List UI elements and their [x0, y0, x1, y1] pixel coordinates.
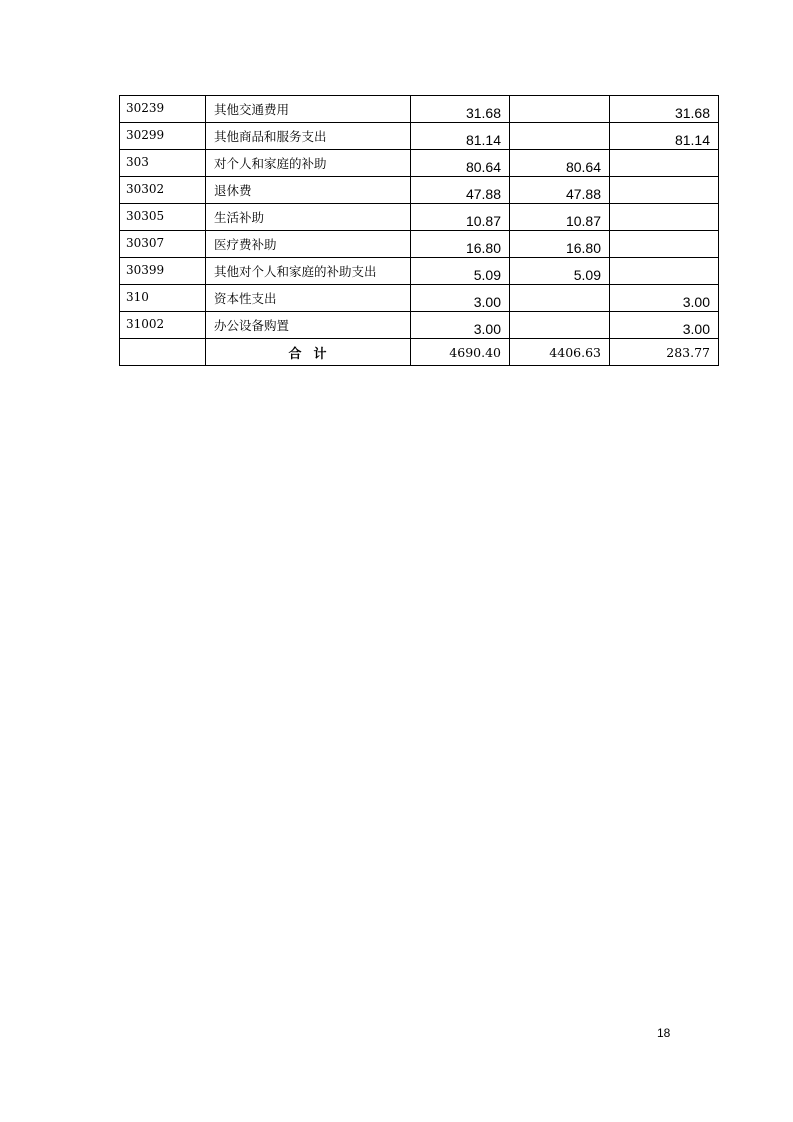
row-code: 303: [120, 150, 206, 177]
row-basic: 16.80: [510, 231, 610, 258]
row-total: 31.68: [411, 96, 510, 123]
row-name: 对个人和家庭的补助: [206, 150, 411, 177]
totals-project: 283.77: [610, 339, 719, 366]
row-name: 退休费: [206, 177, 411, 204]
row-basic: [510, 285, 610, 312]
row-code: 30299: [120, 123, 206, 150]
row-project: [610, 150, 719, 177]
row-total: 5.09: [411, 258, 510, 285]
row-project: 3.00: [610, 312, 719, 339]
row-total: 3.00: [411, 285, 510, 312]
row-basic: [510, 96, 610, 123]
table-row: [120, 258, 719, 285]
row-total: 16.80: [411, 231, 510, 258]
row-total: 47.88: [411, 177, 510, 204]
row-total: 80.64: [411, 150, 510, 177]
row-code: 30302: [120, 177, 206, 204]
table-body: [120, 96, 719, 366]
table-row: [120, 312, 719, 339]
page-number: 18: [657, 1026, 671, 1040]
row-name: 资本性支出: [206, 285, 411, 312]
row-project: [610, 231, 719, 258]
row-code: 31002: [120, 312, 206, 339]
row-project: [610, 258, 719, 285]
totals-total: 4690.40: [411, 339, 510, 366]
row-basic: 10.87: [510, 204, 610, 231]
row-code: 30239: [120, 96, 206, 123]
row-total: 10.87: [411, 204, 510, 231]
row-code: 310: [120, 285, 206, 312]
row-code: 30307: [120, 231, 206, 258]
totals-label: 合 计: [206, 339, 411, 366]
row-basic: [510, 312, 610, 339]
row-total: 81.14: [411, 123, 510, 150]
table-row: [120, 150, 719, 177]
row-basic: 80.64: [510, 150, 610, 177]
row-basic: 5.09: [510, 258, 610, 285]
row-project: [610, 204, 719, 231]
row-code: 30399: [120, 258, 206, 285]
table-row: [120, 231, 719, 258]
table-row: [120, 96, 719, 123]
table-row: [120, 177, 719, 204]
totals-row: [120, 339, 719, 366]
row-name: 生活补助: [206, 204, 411, 231]
row-project: 31.68: [610, 96, 719, 123]
totals-basic: 4406.63: [510, 339, 610, 366]
row-name: 其他商品和服务支出: [206, 123, 411, 150]
table-row: [120, 123, 719, 150]
table-row: [120, 285, 719, 312]
row-basic: [510, 123, 610, 150]
row-project: [610, 177, 719, 204]
row-name: 其他交通费用: [206, 96, 411, 123]
row-basic: 47.88: [510, 177, 610, 204]
row-name: 其他对个人和家庭的补助支出: [206, 258, 411, 285]
table-row: [120, 204, 719, 231]
row-name: 办公设备购置: [206, 312, 411, 339]
totals-code-cell: [120, 339, 206, 366]
row-project: 3.00: [610, 285, 719, 312]
row-total: 3.00: [411, 312, 510, 339]
row-code: 30305: [120, 204, 206, 231]
budget-expenditure-table: [119, 95, 719, 366]
row-project: 81.14: [610, 123, 719, 150]
row-name: 医疗费补助: [206, 231, 411, 258]
